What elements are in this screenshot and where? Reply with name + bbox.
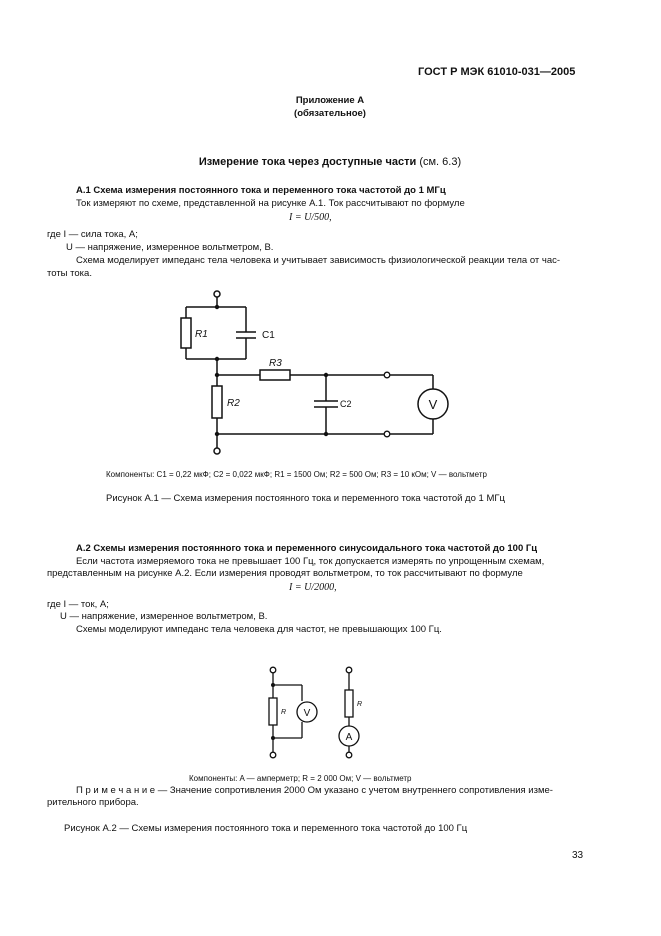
label-r2: R2: [227, 398, 240, 409]
section-title-ref: (см. 6.3): [419, 156, 462, 168]
a1-caption: Рисунок А.1 — Схема измерения постоянного тока и переменного тока частотой до 1 МГц: [106, 493, 505, 504]
a2-caption: Рисунок А.2 — Схемы измерения постоянного тока и переменного тока частотой до 100 Гц: [64, 823, 468, 834]
a1-model-line1: Схема моделирует импеданс тела человека и учитывает зависимость физиологической реакции тела от час-: [76, 255, 561, 266]
a2-formula: I = U/2000,: [289, 582, 337, 593]
label-voltmeter: V: [428, 397, 438, 412]
a2-heading: А.2 Схемы измерения постоянного тока и переменного синусоидального тока частотой до 100 Гц: [76, 543, 538, 554]
a2-where-i: где I — ток, А;: [47, 599, 109, 610]
a2-intro-line1: Если частота измеряемого тока не превышает 100 Гц, ток допускается измерять по упрощенным схемам,: [76, 556, 545, 567]
a1-model-line2: тоты тока.: [47, 268, 92, 279]
a2-components: Компоненты: A — амперметр; R = 2 000 Ом; V — вольтметр: [189, 774, 412, 783]
a2-where-u: U — напряжение, измеренное вольтметром, В.: [60, 611, 268, 622]
a2-left-terminal-bottom: [270, 752, 276, 758]
a1-where-u: U — напряжение, измеренное вольтметром, В.: [66, 242, 274, 253]
page-number: 33: [572, 850, 584, 861]
label-r3: R3: [269, 358, 282, 369]
annex-title: Приложение А: [295, 95, 365, 106]
a1-formula: I = U/500,: [289, 212, 332, 223]
a2-label-ammeter: A: [345, 732, 353, 743]
annex-status: (обязательное): [294, 108, 366, 119]
a1-components: Компоненты: C1 = 0,22 мкФ; C2 = 0,022 мкФ; R1 = 1500 Ом; R2 = 500 Ом; R3 = 10 кОм; V — вольтметр: [106, 470, 487, 479]
a2-intro-line2: представленным на рисунке А.2. Если измерения проводят вольтметром, то ток рассчитывают по формуле: [47, 568, 523, 579]
a2-label-r-left: R: [281, 709, 287, 716]
a2-label-r-right: R: [357, 701, 363, 708]
label-c1: C1: [262, 330, 275, 341]
a2-model: Схемы моделируют импеданс тела человека для частот, не превышающих 100 Гц.: [76, 624, 442, 635]
a1-heading: А.1 Схема измерения постоянного тока и переменного тока частотой до 1 МГц: [76, 185, 446, 196]
a2-right-terminal-bottom: [346, 752, 352, 758]
section-title-main: Измерение тока через доступные части: [198, 156, 417, 168]
a2-left-terminal-top: [270, 667, 276, 673]
standard-designation: ГОСТ Р МЭК 61010-031—2005: [418, 66, 576, 78]
a2-resistor-left: [269, 698, 277, 725]
a2-note-line2: рительного прибора.: [47, 797, 139, 808]
a2-right-terminal-top: [346, 667, 352, 673]
a2-resistor-right: [345, 690, 353, 717]
a2-note-line1: П р и м е ч а н и е — Значение сопротивления 2000 Ом указано с учетом внутреннего сопротивления измe-: [76, 785, 553, 796]
a1-intro: Ток измеряют по схеме, представленной на рисунке А.1. Ток рассчитывают по формуле: [76, 198, 465, 209]
label-r1: R1: [195, 329, 208, 340]
a1-where-i: где I — сила тока, А;: [47, 229, 138, 240]
label-c2: C2: [340, 399, 352, 409]
a2-label-voltmeter: V: [303, 708, 311, 719]
